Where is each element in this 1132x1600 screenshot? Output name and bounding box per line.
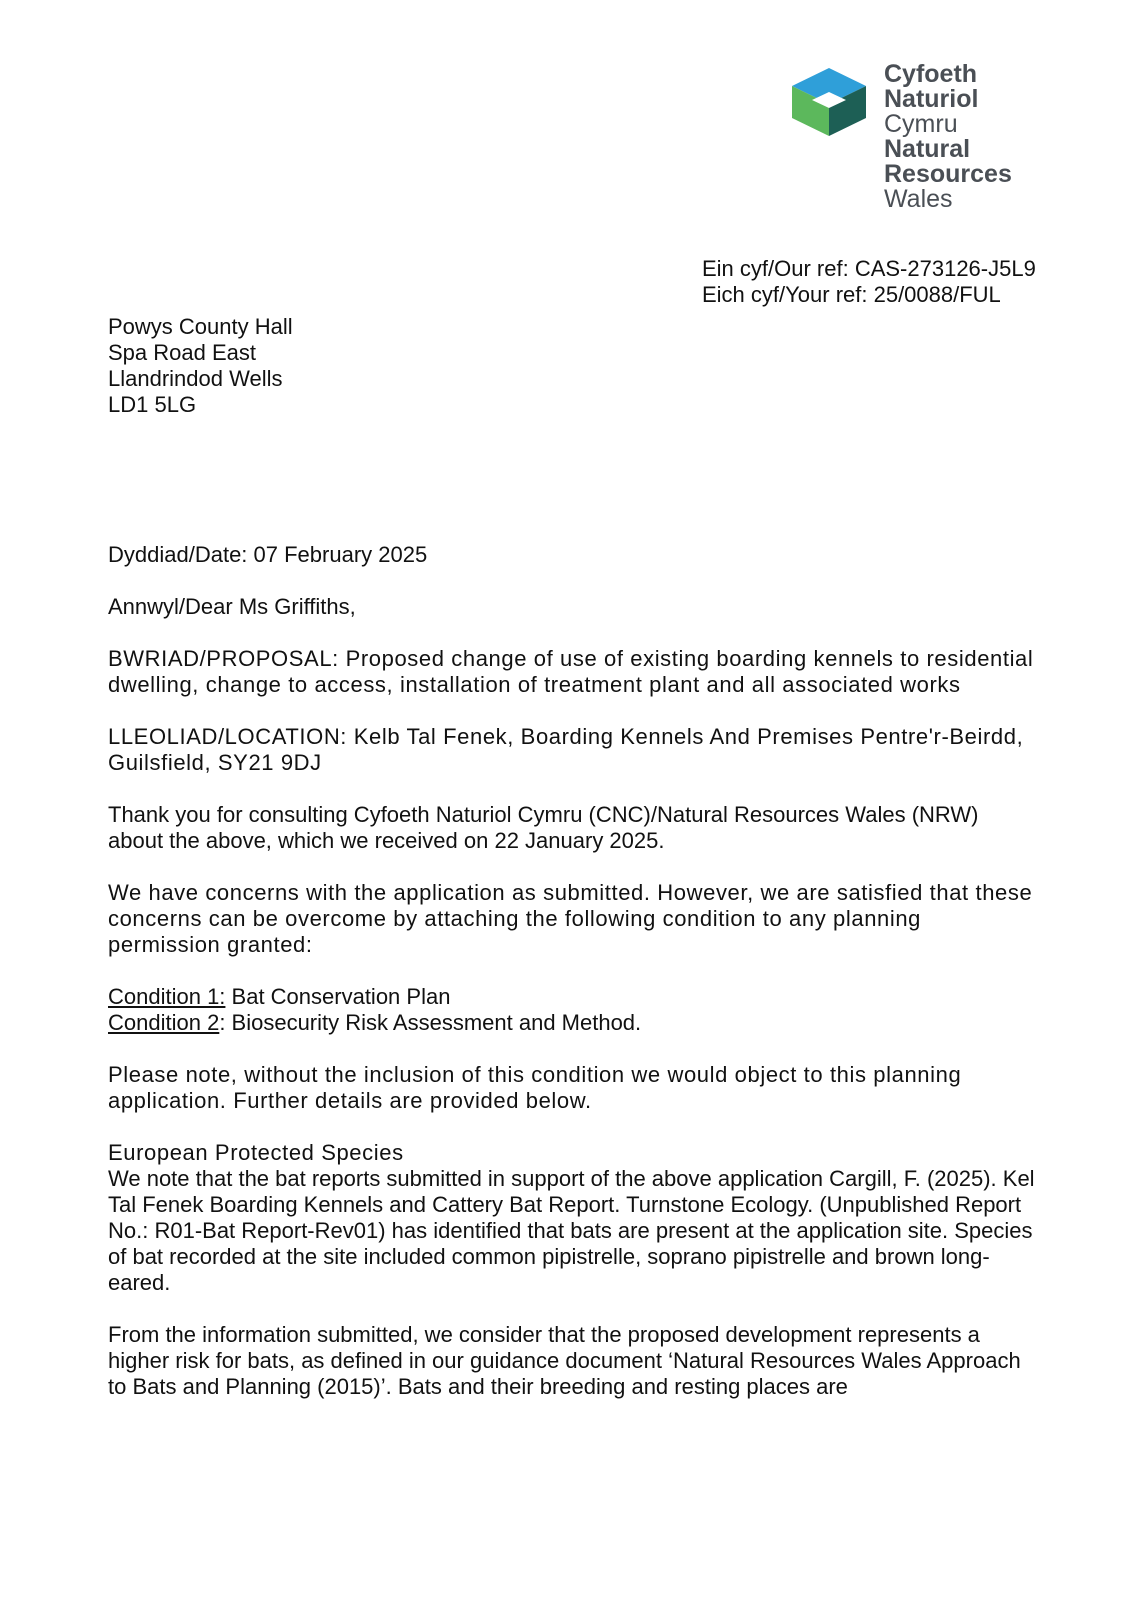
logo-wordmark <box>884 62 1012 212</box>
condition-item <box>108 984 1038 1010</box>
nrw-logo <box>790 62 1030 222</box>
reference-block <box>702 256 1036 308</box>
address-line: LD1 5LG <box>108 392 197 417</box>
concerns-paragraph: We have concerns with the application as submitted. However, we are satisfied that these concerns can be overcome by attaching the following condition to any planning permission granted: <box>108 880 1033 957</box>
condition-text: Bat Conservation Plan <box>225 984 451 1009</box>
location: LLEOLIAD/LOCATION: Kelb Tal Fenek, Boarding Kennels And Premises Pentre'r-Beirdd, Guilsfield, SY21 9DJ <box>108 724 1024 775</box>
letter-date: Dyddiad/Date: 07 February 2025 <box>108 542 428 567</box>
eps-section <box>108 1140 1038 1296</box>
risk-paragraph: From the information submitted, we consider that the proposed development represents a higher risk for bats, as defined in our guidance document ‘Natural Resources Wales Approach to Bats and Planning (2015)’. Bats and their breeding and resting places are <box>108 1322 1021 1399</box>
address-line: Llandrindod Wells <box>108 366 283 391</box>
logo-line-5: Resources <box>884 160 1012 188</box>
eps-heading: European Protected Species <box>108 1140 404 1165</box>
thanks-paragraph: Thank you for consulting Cyfoeth Naturiol Cymru (CNC)/Natural Resources Wales (NRW) about the above, which we received on 22 January 2025. <box>108 802 979 853</box>
condition-label: Condition 2 <box>108 1010 220 1035</box>
logo-line-1: Cyfoeth <box>884 60 978 88</box>
logo-line-2: Naturiol <box>884 85 979 113</box>
our-ref: Ein cyf/Our ref: CAS-273126-J5L9 <box>702 256 1036 281</box>
eps-text: We note that the bat reports submitted in support of the above application Cargill, F. (2025). Kel Tal Fenek Boarding Kennels and Cattery Bat Report. Turnstone Ecology. (Unpublished Report No.: R01-Bat Report-Rev01) has identified that bats are present at the application site. Species of bat recorded at the site included common pipistrelle, soprano pipistrelle and brown long-eared. <box>108 1166 1035 1295</box>
recipient-address <box>108 314 293 418</box>
proposal: BWRIAD/PROPOSAL: Proposed change of use of existing boarding kennels to residential dwelling, change to access, installation of treatment plant and all associated works <box>108 646 1034 697</box>
letter-body <box>108 542 1038 1426</box>
salutation: Annwyl/Dear Ms Griffiths, <box>108 594 356 619</box>
note-paragraph: Please note, without the inclusion of this condition we would object to this planning application. Further details are provided below. <box>108 1062 962 1113</box>
address-line: Powys County Hall <box>108 314 293 339</box>
logo-line-4: Natural <box>884 135 971 163</box>
logo-line-3: Cymru <box>884 110 958 138</box>
condition-text: : Biosecurity Risk Assessment and Method. <box>219 1010 642 1035</box>
logo-line-6: Wales <box>884 185 953 213</box>
condition-label: Condition 1: <box>108 984 226 1009</box>
condition-item <box>108 1010 1038 1036</box>
your-ref: Eich cyf/Your ref: 25/0088/FUL <box>702 282 1001 307</box>
address-line: Spa Road East <box>108 340 256 365</box>
conditions-list <box>108 984 1038 1036</box>
nrw-logo-mark-icon <box>790 66 868 138</box>
